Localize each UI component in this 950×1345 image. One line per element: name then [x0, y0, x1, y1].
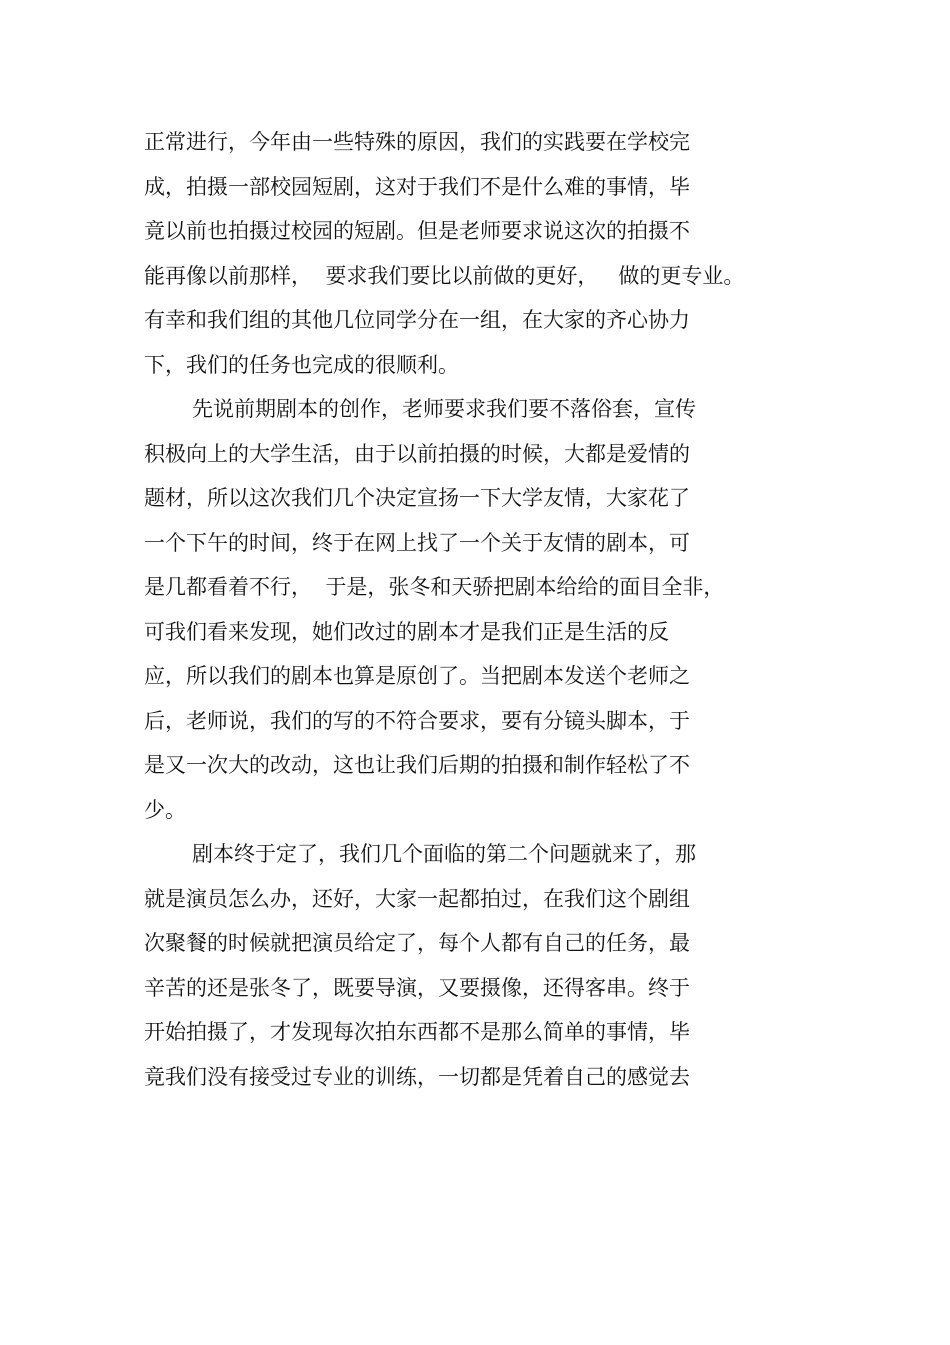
text-line: 竟以前也拍摄过校园的短剧。但是老师要求说这次的拍摄不: [144, 219, 690, 243]
text-line: 一个下午的时间，终于在网上找了一个关于友情的剧本，可: [144, 530, 690, 555]
paragraph-start-line: 先说前期剧本的创作，老师要求我们要不落俗套，宣传: [192, 397, 696, 421]
paragraph-start-line: 剧本终于定了，我们几个面临的第二个问题就来了，那: [192, 842, 696, 866]
text-line: 次聚餐的时候就把演员给定了，每个人都有自己的任务，最: [144, 931, 690, 955]
body-text: [144, 123, 824, 1102]
text-line: 正常进行，今年由一些特殊的原因，我们的实践要在学校完: [144, 130, 690, 154]
text-line: 是几都看着不行， 于是，张冬和天骄把剧本给给的面目全非，: [144, 575, 725, 599]
text-line: 辛苦的还是张冬了，既要导演，又要摄像，还得客串。终于: [144, 975, 690, 1000]
text-line: 题材，所以这次我们几个决定宣扬一下大学友情，大家花了: [144, 486, 690, 510]
text-line: 是又一次大的改动，这也让我们后期的拍摄和制作轻松了不: [144, 753, 690, 777]
text-line: 积极向上的大学生活，由于以前拍摄的时候，大都是爱情的: [144, 441, 690, 466]
text-line: 后，老师说，我们的写的不符合要求，要有分镜头脚本，于: [144, 708, 690, 733]
text-line: 少。: [144, 797, 186, 822]
text-line: 下，我们的任务也完成的很顺利。: [144, 352, 459, 377]
text-line: 能再像以前那样， 要求我们要比以前做的更好， 做的更专业。: [144, 263, 745, 288]
text-line: 应，所以我们的剧本也算是原创了。当把剧本发送个老师之: [144, 664, 690, 688]
text-line: 竟我们没有接受过专业的训练，一切都是凭着自己的感觉去: [144, 1064, 690, 1089]
text-line: 有幸和我们组的其他几位同学分在一组，在大家的齐心协力: [144, 308, 690, 332]
text-line: 开始拍摄了，才发现每次拍东西都不是那么简单的事情，毕: [144, 1020, 690, 1044]
text-line: 可我们看来发现，她们改过的剧本才是我们正是生活的反: [144, 619, 669, 644]
text-line: 成，拍摄一部校园短剧，这对于我们不是什么难的事情，毕: [144, 174, 690, 199]
text-line: 就是演员怎么办，还好，大家一起都拍过，在我们这个剧组: [144, 886, 690, 911]
